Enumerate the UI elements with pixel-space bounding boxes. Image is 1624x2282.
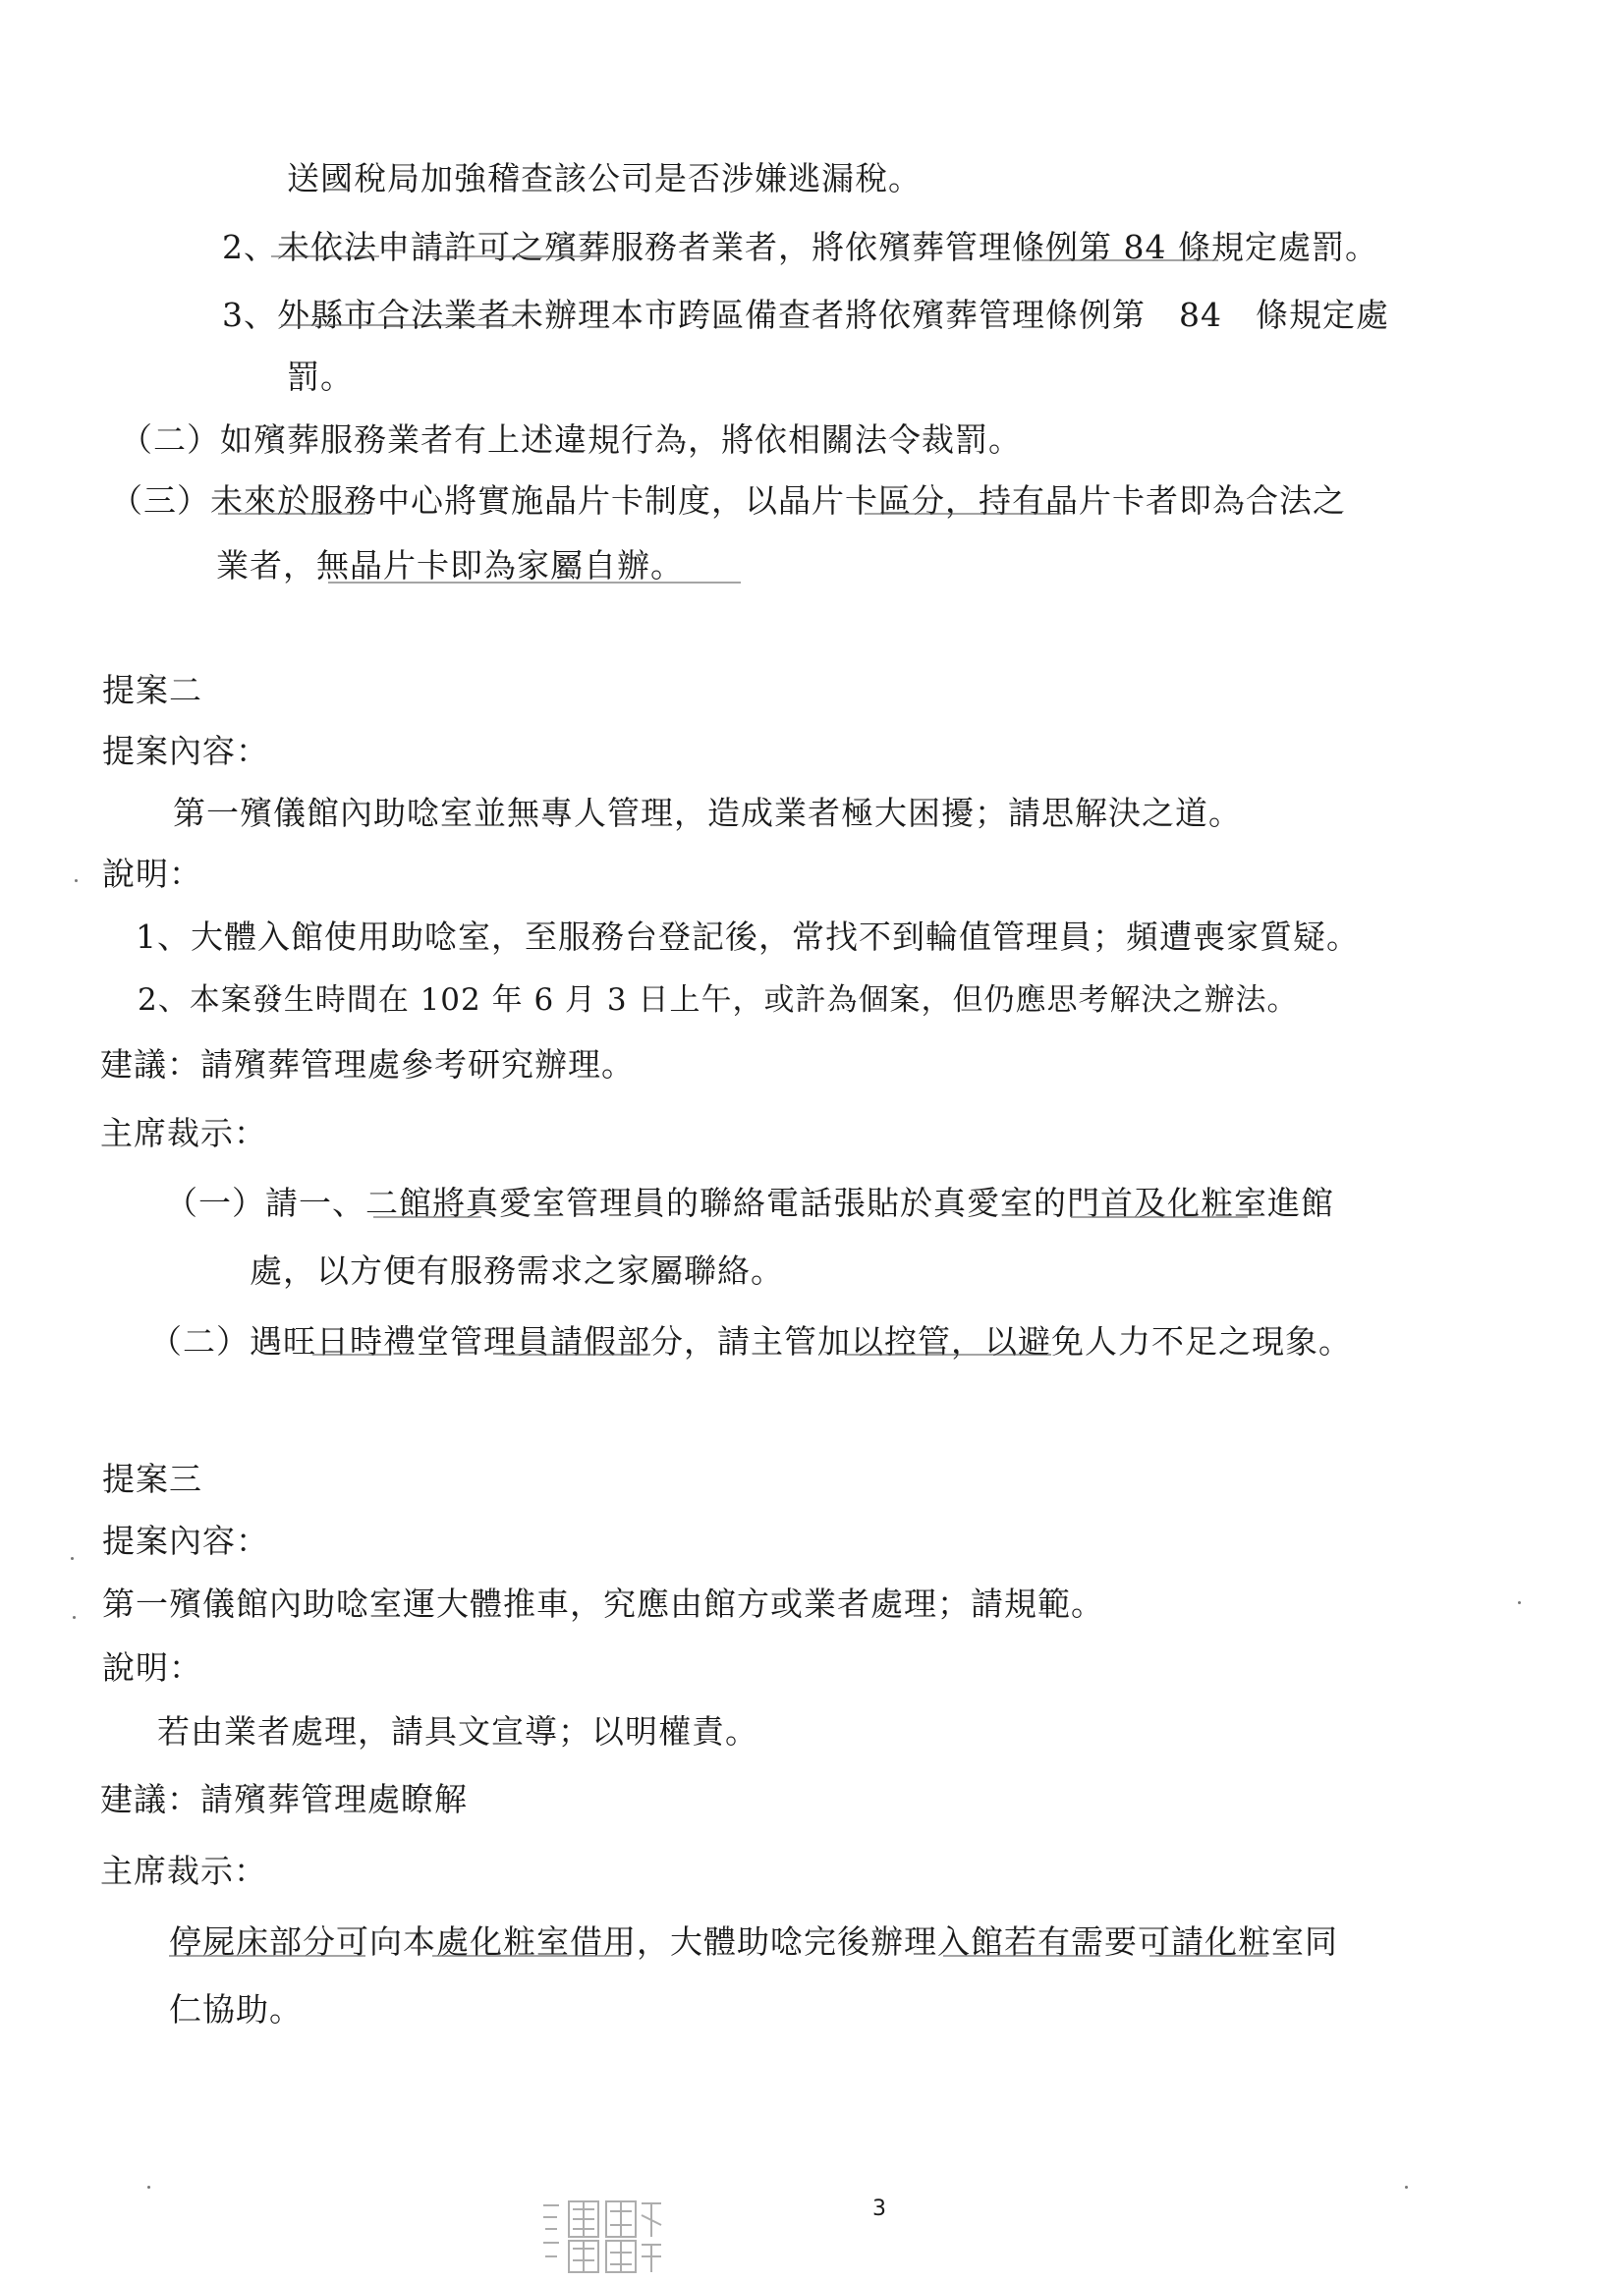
scan-speck xyxy=(1518,1601,1521,1604)
handwritten-underline xyxy=(432,255,599,257)
text-line: 業者，無晶片卡即為家屬自辦。 xyxy=(216,546,684,584)
proposal-heading: 提案三 xyxy=(102,1460,202,1498)
section-label: 提案內容： xyxy=(102,1522,269,1560)
proposal-heading: 提案二 xyxy=(102,671,202,709)
handwritten-underline xyxy=(373,1216,481,1218)
text-line: 3、外縣市合法業者未辦理本市跨區備查者將依殯葬管理條例第 84 條規定處 xyxy=(222,296,1389,334)
text-line: 第一殯儀館內助唸室並無專人管理，造成業者極大困擾；請思解決之道。 xyxy=(173,794,1242,832)
handwritten-underline xyxy=(845,1354,1051,1356)
text-line: 建議：請殯葬管理處瞭解 xyxy=(100,1780,468,1818)
text-line: 仁協助。 xyxy=(169,1990,303,2029)
handwritten-underline xyxy=(943,1955,1100,1957)
handwritten-underline xyxy=(169,1955,365,1957)
text-line: 若由業者處理，請具文宣導；以明權責。 xyxy=(157,1712,758,1751)
text-line: 1、大體入館使用助唸室，至服務台登記後，常找不到輪值管理員；頻遭喪家質疑。 xyxy=(136,918,1360,956)
handwritten-underline xyxy=(1071,1216,1248,1218)
text-line: 送國稅局加強稽查該公司是否涉嫌逃漏稅。 xyxy=(287,159,922,197)
handwritten-underline xyxy=(1022,259,1218,261)
text-line: 停屍床部分可向本處化粧室借用，大體助唸完後辦理入館若有需要可請化粧室同 xyxy=(169,1922,1338,1961)
page-number: 3 xyxy=(872,2197,886,2221)
handwritten-underline xyxy=(865,513,1061,515)
scan-speck xyxy=(73,1616,76,1619)
handwritten-underline xyxy=(281,324,517,326)
handwritten-underline xyxy=(503,1354,650,1356)
section-label: 說明： xyxy=(102,1648,202,1687)
section-label: 說明： xyxy=(102,855,202,893)
text-line: 罰。 xyxy=(287,358,354,396)
text-line: 第一殯儀館內助唸室運大體推車，究應由館方或業者處理；請規範。 xyxy=(102,1585,1104,1623)
text-line: 處，以方便有服務需求之家屬聯絡。 xyxy=(250,1252,784,1290)
text-line: 建議：請殯葬管理處參考研究辦理。 xyxy=(100,1045,635,1084)
handwritten-underline xyxy=(218,513,365,515)
section-label: 提案內容： xyxy=(102,732,269,770)
text-line: （一）請一、二館將真愛室管理員的聯絡電話張貼於真愛室的門首及化粧室進館 xyxy=(165,1184,1334,1222)
scan-speck xyxy=(147,2186,150,2189)
handwritten-underline xyxy=(271,255,379,257)
text-line: 2、本案發生時間在 102 年 6 月 3 日上午，或許為個案，但仍應思考解決之辦法。 xyxy=(138,982,1299,1018)
handwritten-underline xyxy=(1149,1955,1267,1957)
scan-speck xyxy=(1405,2186,1408,2189)
handwritten-underline xyxy=(328,582,741,584)
section-label: 主席裁示： xyxy=(100,1114,267,1152)
text-line: （二）如殯葬服務業者有上述違規行為，將依相關法令裁罰。 xyxy=(120,420,1022,459)
handwritten-underline xyxy=(432,1955,629,1957)
text-line: 2、未依法申請許可之殯葬服務者業者，將依殯葬管理條例第 84 條規定處罰。 xyxy=(222,228,1378,266)
scan-speck xyxy=(75,879,78,882)
scan-speck xyxy=(71,1557,74,1560)
text-line: （三）未來於服務中心將實施晶片卡制度，以晶片卡區分，持有晶片卡者即為合法之 xyxy=(110,481,1346,520)
handwritten-underline xyxy=(312,1354,391,1356)
section-label: 主席裁示： xyxy=(100,1852,267,1890)
text-line: （二）遇旺日時禮堂管理員請假部分，請主管加以控管，以避免人力不足之現象。 xyxy=(149,1322,1352,1361)
seal-stamp-icon xyxy=(535,2196,673,2276)
